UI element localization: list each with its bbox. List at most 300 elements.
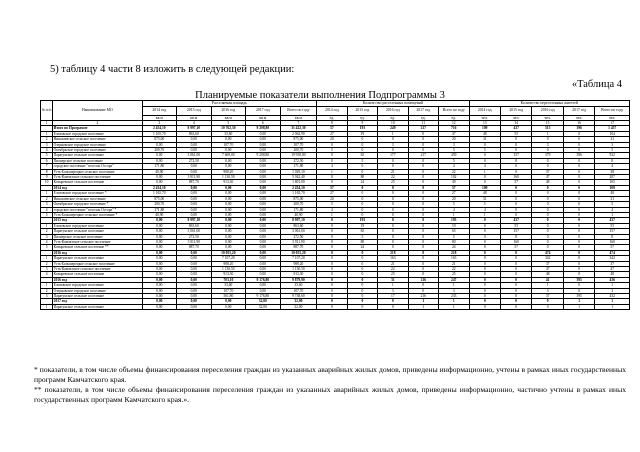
table-cell: 216: [408, 294, 438, 299]
row-name: Итого по Программе: [53, 126, 142, 131]
row-name: Елизовское городское поселение *: [53, 191, 142, 196]
table-cell: 22: [439, 266, 470, 271]
table-title: Планируемые показатели выполнения Подпрограммы 3: [195, 90, 445, 101]
table-cell: 0: [408, 266, 438, 271]
table-cell: 0: [500, 202, 531, 207]
table-cell: 1: [563, 299, 594, 304]
table-cell: 249: [378, 126, 408, 131]
table-cell: 0,00: [177, 196, 212, 201]
table-cell: 0: [563, 185, 594, 190]
table-cell: 0,00: [246, 142, 281, 147]
table-cell: 200,70: [142, 202, 177, 207]
column-number: 13: [469, 121, 500, 126]
table-cell: 48: [532, 272, 563, 277]
header-unit: кв.м: [280, 115, 317, 121]
table-cell: 9 208,80: [246, 126, 281, 131]
table-cell: 0: [408, 250, 438, 255]
table-cell: 0: [317, 294, 347, 299]
table-cell: 437: [500, 126, 531, 131]
table-cell: 37: [595, 261, 630, 266]
table-cell: 0: [317, 250, 347, 255]
table-cell: 396: [563, 153, 594, 158]
header-unit: ед.: [347, 115, 377, 121]
table-cell: 32,00: [246, 299, 281, 304]
table-cell: 0,00: [246, 175, 281, 180]
table-cell: 1 130,50: [211, 175, 246, 180]
table-cell: 0,00: [246, 164, 281, 169]
table-cell: 0: [500, 191, 531, 196]
header-year: Всего по году: [439, 106, 470, 115]
table-cell: 5: [317, 148, 347, 153]
table-cell: 272,50: [280, 234, 317, 239]
table-cell: 5: [347, 158, 377, 163]
table-cell: 0,00: [142, 266, 177, 271]
table-cell: 218: [378, 250, 408, 255]
table-cell: 27: [439, 191, 470, 196]
row-name: городское поселение "поселок Оссора": [53, 164, 142, 169]
table-cell: 0: [378, 196, 408, 201]
table-cell: 0: [469, 180, 500, 185]
header-unit: чел.: [469, 115, 500, 121]
table-cell: 0: [347, 202, 377, 207]
table-cell: 0: [378, 223, 408, 228]
table-cell: 193: [347, 218, 377, 223]
row-name: Николаевское сельское поселение: [53, 196, 142, 201]
header-unit: кв.м: [246, 115, 281, 121]
table-cell: 474: [532, 250, 563, 255]
table-cell: 0: [563, 131, 594, 136]
table-cell: 0: [317, 245, 347, 250]
table-cell: 157: [500, 153, 531, 158]
table-cell: 0,00: [142, 223, 177, 228]
table-cell: 0: [563, 256, 594, 261]
footnote-single-star: * показатели, в том числе объемы финансирования переселения граждан из указанных аварийных жилых домов, приведены информационно, учтены в рамках иных государственных программ Камчатского края.: [34, 365, 626, 384]
table-cell: 0: [347, 164, 377, 169]
table-cell: 0,00: [142, 239, 177, 244]
table-cell: 57: [595, 245, 630, 250]
table-cell: 0: [347, 169, 377, 174]
table-cell: 200,70: [280, 148, 317, 153]
table-cell: 272,50: [177, 158, 212, 163]
table-cell: 0,00: [142, 153, 177, 158]
table-cell: 272,50: [177, 234, 212, 239]
table-cell: 395: [563, 277, 594, 282]
table-cell: 0: [347, 272, 377, 277]
table-cell: 0: [563, 239, 594, 244]
table-cell: 0: [532, 299, 563, 304]
table-cell: 913,30: [211, 272, 246, 277]
table-cell: 3 911,90: [280, 239, 317, 244]
table-cell: 109: [469, 185, 500, 190]
header-unit: кв.м: [177, 115, 212, 121]
table-cell: 33,60: [211, 131, 246, 136]
table-cell: 0: [563, 164, 594, 169]
table-cell: 0: [408, 234, 438, 239]
table-cell: 0: [408, 239, 438, 244]
table-cell: 0: [317, 283, 347, 288]
table-cell: 4: [317, 164, 347, 169]
table-cell: 0: [532, 304, 563, 309]
table-cell: 48: [595, 191, 630, 196]
table-cell: 0,00: [142, 283, 177, 288]
table-cell: 20: [439, 137, 470, 142]
header-unit: ед.: [317, 115, 347, 121]
table-cell: 3 911,90: [177, 175, 212, 180]
table-cell: 0: [317, 304, 347, 309]
table-cell: 65: [347, 153, 377, 158]
table-cell: 0: [469, 256, 500, 261]
table-cell: 0: [378, 212, 408, 217]
table-cell: 21: [378, 169, 408, 174]
table-cell: 0: [378, 207, 408, 212]
row-number: 5: [41, 212, 53, 217]
table-cell: 396: [563, 126, 594, 131]
table-cell: 31: [595, 137, 630, 142]
table-cell: 0,00: [246, 266, 281, 271]
table-cell: 0,00: [177, 207, 212, 212]
table-cell: 0: [317, 256, 347, 261]
table-cell: 0: [469, 277, 500, 282]
table-cell: 218: [439, 250, 470, 255]
table-cell: 1 457: [595, 126, 630, 131]
table-cell: 0,00: [177, 185, 212, 190]
table-cell: 0,00: [177, 191, 212, 196]
row-number: 1: [41, 304, 53, 309]
table-cell: 5: [439, 202, 470, 207]
table-cell: 0: [500, 142, 531, 147]
table-cell: 0: [347, 299, 377, 304]
table-cell: 0: [563, 191, 594, 196]
table-cell: 80: [347, 239, 377, 244]
table-cell: 0,00: [246, 239, 281, 244]
table-cell: 3: [439, 288, 470, 293]
header-year: 2015 год: [500, 106, 531, 115]
table-cell: 875,00: [142, 196, 177, 201]
table-cell: 9 176,80: [246, 294, 281, 299]
row-number: 1: [41, 223, 53, 228]
table-cell: 37: [532, 169, 563, 174]
table-cell: 2 454,10: [142, 126, 177, 131]
table-cell: 0: [408, 223, 438, 228]
row-name: Козыревское сельское поселение **: [53, 245, 142, 250]
table-cell: 7 107,20: [280, 256, 317, 261]
table-cell: 49: [439, 180, 470, 185]
table-cell: 216: [408, 277, 438, 282]
table-cell: 24: [347, 180, 377, 185]
row-name: Паратунское сельское поселение: [53, 229, 142, 234]
table-cell: 703,10: [211, 277, 246, 282]
header-unit: чел.: [500, 115, 531, 121]
table-cell: 171,80: [142, 207, 177, 212]
table-cell: 0: [563, 250, 594, 255]
table-cell: 0: [408, 207, 438, 212]
column-number: 10: [378, 121, 408, 126]
row-number: 2: [41, 229, 53, 234]
table-cell: 0,00: [246, 261, 281, 266]
table-cell: 65: [439, 229, 470, 234]
table-cell: 2 454,10: [280, 185, 317, 190]
table-cell: 0: [408, 131, 438, 136]
row-number: 5: [41, 245, 53, 250]
table-cell: 0: [378, 158, 408, 163]
table-cell: 1 801,00: [280, 180, 317, 185]
table-cell: 0: [317, 234, 347, 239]
table-cell: 3 061,00: [177, 229, 212, 234]
header-year: 2017 год: [246, 106, 281, 115]
table-cell: 0: [378, 202, 408, 207]
table-cell: 0: [532, 196, 563, 201]
table-cell: 0: [532, 207, 563, 212]
table-cell: 0: [563, 261, 594, 266]
table-cell: 4: [469, 164, 500, 169]
table-cell: 0: [469, 299, 500, 304]
table-cell: 1: [595, 304, 630, 309]
table-cell: 0: [469, 294, 500, 299]
table-cell: 863,60: [177, 131, 212, 136]
table-cell: 21: [378, 261, 408, 266]
row-number: 7: [41, 164, 53, 169]
table-cell: 48: [532, 180, 563, 185]
table-cell: 0,00: [177, 283, 212, 288]
table-cell: 0: [500, 304, 531, 309]
table-cell: 0,00: [246, 207, 281, 212]
table-cell: 0: [563, 272, 594, 277]
header-year: 2014 год: [317, 106, 347, 115]
table-cell: 41: [532, 277, 563, 282]
table-cell: 7 107,20: [211, 256, 246, 261]
table-cell: 3 911,90: [177, 239, 212, 244]
table-cell: 105: [595, 180, 630, 185]
table-cell: 0,00: [211, 299, 246, 304]
table-cell: 3: [532, 142, 563, 147]
table-cell: 102: [439, 175, 470, 180]
table-cell: 0,00: [211, 229, 246, 234]
table-cell: 0: [563, 234, 594, 239]
table-cell: 0: [347, 142, 377, 147]
table-cell: 0: [532, 185, 563, 190]
table-cell: 0: [378, 148, 408, 153]
table-cell: 0: [469, 158, 500, 163]
table-cell: 10 762,30: [211, 126, 246, 131]
table-cell: 33,60: [280, 283, 317, 288]
table-cell: 0: [347, 137, 377, 142]
table-cell: 1: [317, 212, 347, 217]
table-cell: 0,00: [142, 250, 177, 255]
table-cell: 0: [408, 175, 438, 180]
table-cell: 0: [347, 294, 377, 299]
table-cell: 0,00: [246, 202, 281, 207]
table-cell: 0: [317, 142, 347, 147]
table-cell: 0: [563, 175, 594, 180]
row-name: Паратунское сельское поселение: [53, 256, 142, 261]
table-cell: 0: [408, 283, 438, 288]
table-cell: 109: [469, 126, 500, 131]
table-cell: 0,00: [177, 261, 212, 266]
table-cell: 887,70: [177, 180, 212, 185]
table-cell: 0,00: [211, 137, 246, 142]
table-cell: 233: [439, 294, 470, 299]
column-number: 16: [563, 121, 594, 126]
table-cell: 38: [595, 169, 630, 174]
table-cell: 171,80: [142, 164, 177, 169]
table-cell: 0: [469, 272, 500, 277]
table-cell: 0,00: [177, 250, 212, 255]
table-cell: 0: [563, 169, 594, 174]
table-cell: 9 176,80: [246, 277, 281, 282]
table-cell: 0,00: [246, 272, 281, 277]
table-cell: 31: [469, 196, 500, 201]
table-cell: 24: [439, 245, 470, 250]
table-cell: 1: [595, 299, 630, 304]
column-number: 7: [280, 121, 317, 126]
table-cell: 19: [439, 223, 470, 228]
row-name: 2016 год: [53, 250, 142, 255]
column-number: 15: [532, 121, 563, 126]
table-cell: 48: [595, 272, 630, 277]
table-cell: 0,00: [177, 202, 212, 207]
table-cell: 1: [563, 304, 594, 309]
table-cell: 272,50: [280, 158, 317, 163]
table-cell: 3: [595, 288, 630, 293]
row-number: 4: [41, 148, 53, 153]
table-cell: 0: [532, 234, 563, 239]
row-number: 1: [41, 191, 53, 196]
table-row: [41, 304, 630, 309]
table-cell: 0: [532, 218, 563, 223]
table-cell: 0: [347, 191, 377, 196]
table-cell: 0: [408, 180, 438, 185]
header-unit: ед.: [378, 115, 408, 121]
table-cell: 0: [563, 266, 594, 271]
table-cell: 0,00: [177, 294, 212, 299]
table-cell: 0: [500, 169, 531, 174]
table-cell: 31: [378, 277, 408, 282]
table-cell: 0,00: [177, 164, 212, 169]
table-cell: 107,70: [280, 288, 317, 293]
table-cell: 0,00: [142, 256, 177, 261]
table-cell: 0,00: [142, 158, 177, 163]
table-cell: 0: [408, 212, 438, 217]
header-year: 2014 год: [142, 106, 177, 115]
table-cell: 0,00: [211, 148, 246, 153]
table-cell: 22: [378, 266, 408, 271]
table-cell: 8: [595, 158, 630, 163]
table-cell: 0,00: [246, 229, 281, 234]
table-cell: 0,00: [246, 283, 281, 288]
row-name: Усть-Камчатское сельское поселение: [53, 266, 142, 271]
table-cell: 0,00: [211, 239, 246, 244]
table-cell: 0,00: [142, 304, 177, 309]
table-cell: 47: [532, 266, 563, 271]
table-cell: 0: [500, 164, 531, 169]
table-cell: 0: [563, 196, 594, 201]
table-cell: 0: [347, 304, 377, 309]
header-year: 2016 год: [532, 106, 563, 115]
table-cell: 0: [317, 261, 347, 266]
table-cell: 55: [500, 131, 531, 136]
table-cell: 0: [317, 218, 347, 223]
table-cell: 1: [378, 131, 408, 136]
table-cell: 1: [469, 169, 500, 174]
header-year: 2014 год: [469, 106, 500, 115]
table-cell: 0: [563, 288, 594, 293]
table-cell: 1: [595, 283, 630, 288]
table-cell: 0: [500, 256, 531, 261]
table-cell: 9 208,80: [246, 153, 281, 158]
row-name: Паратунское сельское поселение: [53, 304, 142, 309]
table-cell: 0: [317, 299, 347, 304]
table-cell: 0,00: [246, 212, 281, 217]
table-cell: 0,00: [142, 288, 177, 293]
table-cell: 0: [532, 212, 563, 217]
table-cell: 474: [595, 250, 630, 255]
table-cell: 3: [378, 288, 408, 293]
table-cell: 988,20: [211, 169, 246, 174]
table-cell: 0: [378, 164, 408, 169]
table-cell: 21: [439, 261, 470, 266]
column-number: 1: [41, 121, 53, 126]
table-cell: 48: [469, 131, 500, 136]
table-cell: 0,00: [142, 229, 177, 234]
table-cell: 20: [317, 137, 347, 142]
table-cell: 716: [439, 126, 470, 131]
table-cell: 0: [378, 137, 408, 142]
table-cell: 31 422,30: [280, 126, 317, 131]
row-name: Елизовское городское поселение: [53, 223, 142, 228]
table-cell: 0: [347, 185, 377, 190]
table-cell: 0: [378, 185, 408, 190]
table-cell: 0: [317, 239, 347, 244]
table-cell: 437: [595, 218, 630, 223]
row-number: 3: [41, 294, 53, 299]
table-cell: 0: [408, 164, 438, 169]
table-cell: 0,00: [211, 223, 246, 228]
table-cell: 33,60: [211, 283, 246, 288]
table-cell: 0,00: [142, 175, 177, 180]
table-cell: 7 669,00: [211, 153, 246, 158]
table-cell: 0,00: [211, 202, 246, 207]
table-cell: 0,00: [211, 158, 246, 163]
table-cell: 8 997,10: [177, 218, 212, 223]
header-unit: чел.: [595, 115, 630, 121]
table-cell: 8 997,10: [280, 218, 317, 223]
table-cell: 200,70: [280, 202, 317, 207]
table-cell: 0: [469, 142, 500, 147]
table-cell: 57: [500, 245, 531, 250]
table-cell: 0: [317, 272, 347, 277]
header-group-finance: Расселяемая площадь: [142, 101, 317, 107]
table-cell: 25: [378, 180, 408, 185]
table-cell: 0: [408, 148, 438, 153]
row-number: 2: [41, 261, 53, 266]
table-cell: 0: [500, 261, 531, 266]
table-cell: 37: [532, 261, 563, 266]
table-cell: 0,00: [211, 191, 246, 196]
table-cell: 0: [563, 212, 594, 217]
column-number: 4: [177, 121, 212, 126]
row-number: 1: [41, 283, 53, 288]
table-cell: 57: [439, 185, 470, 190]
table-cell: 157: [595, 229, 630, 234]
table-cell: 22: [378, 175, 408, 180]
column-number: 12: [439, 121, 470, 126]
table-cell: 0: [378, 304, 408, 309]
table-cell: 0: [347, 148, 377, 153]
table-cell: 342: [595, 256, 630, 261]
table-cell: 913,30: [211, 180, 246, 185]
table-cell: 875,00: [280, 196, 317, 201]
row-name: Пионерское сельское поселение: [53, 234, 142, 239]
